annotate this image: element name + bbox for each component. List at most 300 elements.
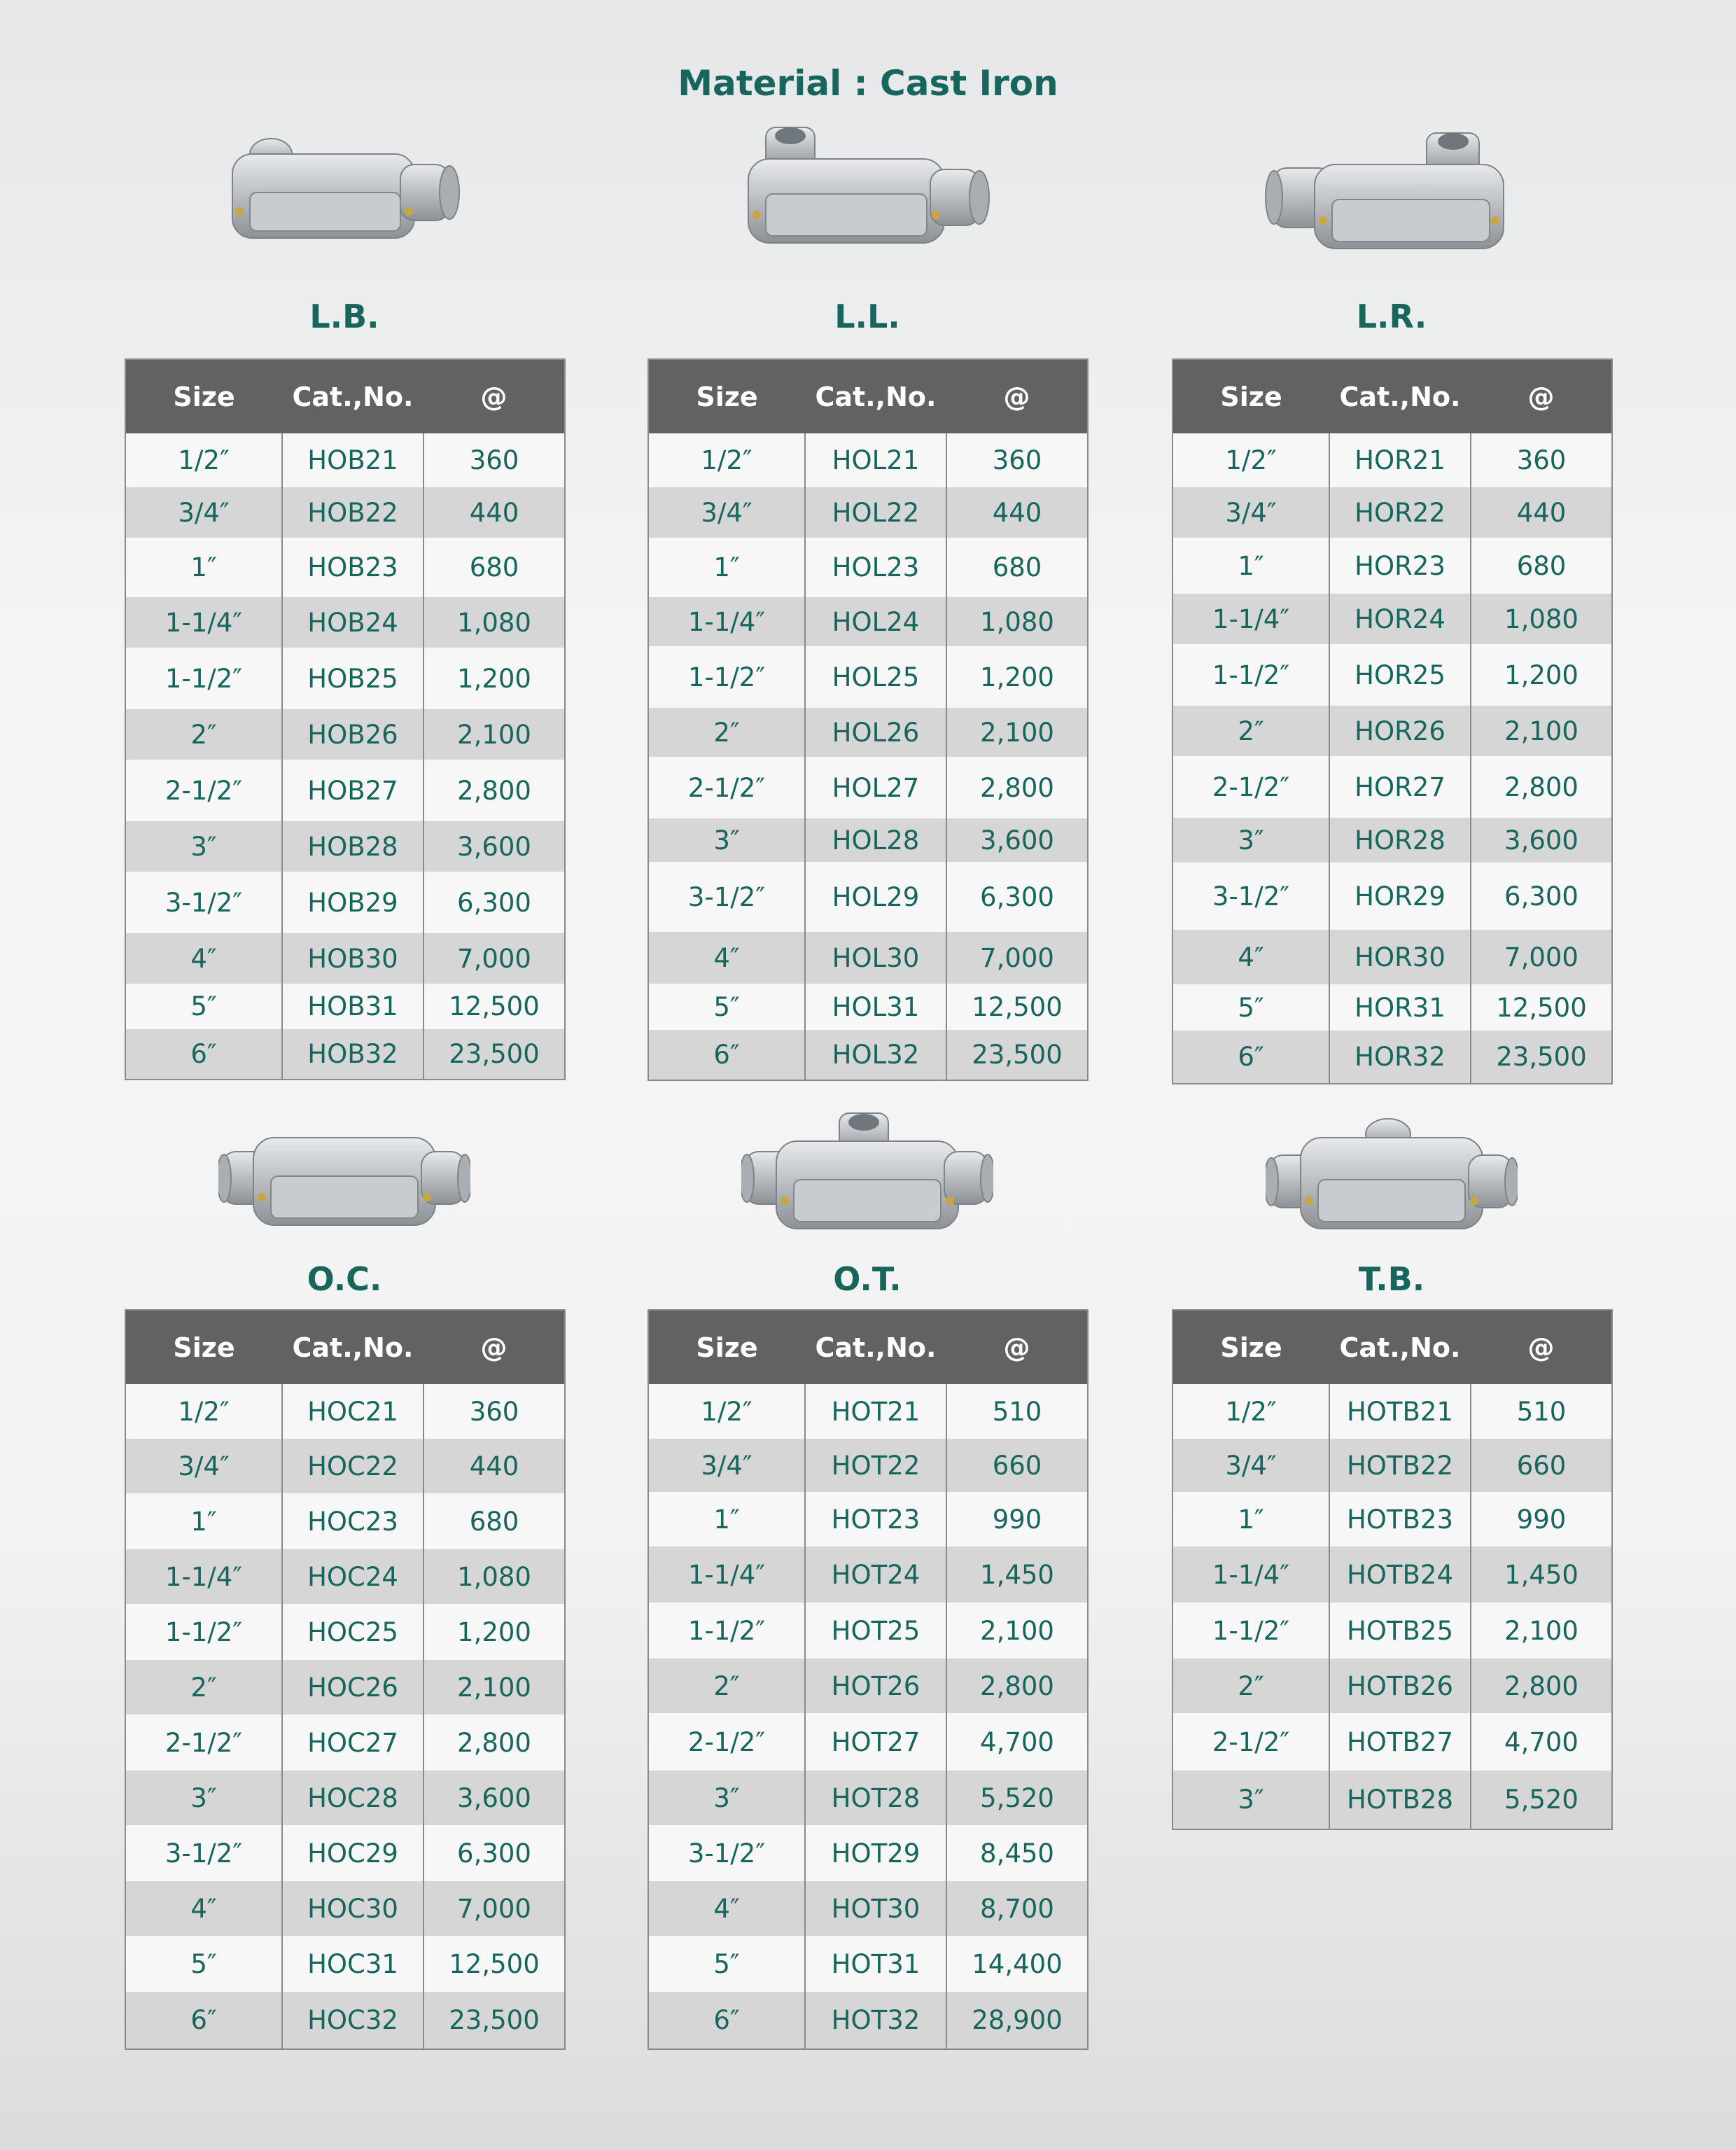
product-image-lb [125,126,564,266]
table-header [1172,359,1612,433]
price-cell: 23,500 [946,1030,1088,1080]
table-row [648,1547,1088,1603]
size-cell: 3-1/2″ [125,872,282,933]
price-table-oc [125,1309,566,2050]
table-row [648,538,1088,597]
price-cell: 1,080 [424,1549,565,1604]
cat-no-cell: HOB30 [282,933,424,984]
price-cell: 3,600 [1471,818,1612,863]
product-image-ot [648,1103,1087,1243]
cat-no-cell: HOT22 [805,1439,946,1492]
price-cell: 12,500 [424,1936,565,1992]
price-cell: 2,800 [946,1659,1088,1713]
size-cell: 1″ [1172,1492,1329,1547]
price-cell: 2,800 [1471,1659,1612,1713]
conduit-body-lr-icon [1259,126,1525,266]
column-header-cat-no: Cat.,No. [805,1310,946,1384]
product-image-lr [1172,126,1611,266]
size-cell: 1-1/4″ [1172,1547,1329,1603]
table-row [125,1439,565,1493]
column-header-cat-no: Cat.,No. [282,1310,424,1384]
price-cell: 1,200 [946,646,1088,708]
size-cell: 1/2″ [1172,1384,1329,1439]
table-row [125,933,565,984]
size-cell: 2-1/2″ [1172,1713,1329,1771]
table-row [1172,1771,1612,1829]
cat-no-cell: HOR31 [1329,984,1471,1031]
table-row [1172,1659,1612,1713]
size-cell: 3-1/2″ [648,1825,805,1881]
table-row [1172,863,1612,930]
cat-no-cell: HOR29 [1329,863,1471,930]
table-row [648,1030,1088,1080]
cat-no-cell: HOT25 [805,1603,946,1659]
column-header-price: @ [1471,1310,1612,1384]
cat-no-cell: HOT26 [805,1659,946,1713]
column-header-cat-no: Cat.,No. [805,359,946,433]
table-row [648,1992,1088,2049]
price-cell: 6,300 [946,862,1088,932]
size-cell: 2-1/2″ [648,757,805,818]
size-cell: 3/4″ [648,1439,805,1492]
size-cell: 3″ [648,1771,805,1825]
column-header-price: @ [946,359,1088,433]
table-row [648,757,1088,818]
table-row [1172,433,1612,487]
price-cell: 5,520 [946,1771,1088,1825]
cat-no-cell: HOC29 [282,1825,424,1881]
table-header [125,1310,565,1384]
cat-no-cell: HOL32 [805,1030,946,1080]
size-cell: 6″ [125,1029,282,1080]
table-row [125,872,565,933]
price-cell: 1,450 [946,1547,1088,1603]
cat-no-cell: HOT27 [805,1713,946,1771]
table-row [648,1384,1088,1439]
price-cell: 28,900 [946,1992,1088,2049]
size-cell: 4″ [1172,930,1329,984]
size-cell: 6″ [125,1992,282,2049]
size-cell: 1″ [125,538,282,597]
table-row [1172,1713,1612,1771]
size-cell: 1″ [125,1493,282,1549]
cat-no-cell: HOT29 [805,1825,946,1881]
cat-no-cell: HOTB21 [1329,1384,1471,1439]
price-cell: 1,080 [1471,594,1612,644]
column-header-cat-no: Cat.,No. [282,359,424,433]
price-cell: 2,800 [424,760,565,821]
price-cell: 2,100 [424,709,565,760]
table-row [125,1029,565,1080]
table-row [125,1493,565,1549]
size-cell: 1/2″ [1172,433,1329,487]
table-row [125,709,565,760]
cat-no-cell: HOB28 [282,821,424,872]
price-cell: 7,000 [424,1881,565,1936]
product-label-ll: L.L. [834,298,900,335]
cat-no-cell: HOTB28 [1329,1771,1471,1829]
table-row [648,1825,1088,1881]
price-cell: 12,500 [946,984,1088,1030]
size-cell: 1/2″ [648,1384,805,1439]
price-cell: 2,100 [946,1603,1088,1659]
table-row [1172,984,1612,1031]
cat-no-cell: HOC22 [282,1439,424,1493]
table-row [1172,487,1612,538]
table-row [648,1659,1088,1713]
cat-no-cell: HOT21 [805,1384,946,1439]
size-cell: 6″ [648,1992,805,2049]
cat-no-cell: HOL29 [805,862,946,932]
price-cell: 440 [1471,487,1612,538]
table-row [125,821,565,872]
cat-no-cell: HOT32 [805,1992,946,2049]
cat-no-cell: HOC25 [282,1604,424,1660]
cat-no-cell: HOB25 [282,648,424,709]
price-cell: 23,500 [1471,1031,1612,1084]
price-cell: 23,500 [424,1992,565,2049]
cat-no-cell: HOR24 [1329,594,1471,644]
product-label-ot: O.T. [833,1260,902,1298]
cat-no-cell: HOC23 [282,1493,424,1549]
size-cell: 1-1/2″ [648,1603,805,1659]
column-header-price: @ [424,359,565,433]
price-cell: 2,100 [946,708,1088,757]
table-row [125,487,565,538]
table-row [125,648,565,709]
cat-no-cell: HOB21 [282,433,424,487]
size-cell: 1-1/2″ [648,646,805,708]
price-cell: 360 [1471,433,1612,487]
size-cell: 5″ [125,984,282,1029]
table-row [125,1384,565,1439]
table-row [125,760,565,821]
size-cell: 2″ [1172,1659,1329,1713]
price-cell: 1,080 [946,597,1088,646]
product-label-oc: O.C. [307,1260,382,1298]
page-title: Material : Cast Iron [678,63,1058,104]
table-row [125,538,565,597]
price-cell: 2,100 [424,1660,565,1715]
cat-no-cell: HOC28 [282,1771,424,1825]
cat-no-cell: HOB31 [282,984,424,1029]
size-cell: 3″ [125,821,282,872]
cat-no-cell: HOL27 [805,757,946,818]
cat-no-cell: HOT31 [805,1936,946,1992]
size-cell: 3/4″ [648,487,805,538]
size-cell: 2″ [125,709,282,760]
size-cell: 3/4″ [1172,1439,1329,1492]
conduit-body-ot-icon [741,1103,993,1243]
price-cell: 3,600 [424,1771,565,1825]
table-row [1172,594,1612,644]
table-row [1172,706,1612,756]
column-header-size: Size [648,359,805,433]
table-row [648,646,1088,708]
cat-no-cell: HOL28 [805,818,946,862]
price-cell: 7,000 [424,933,565,984]
price-cell: 510 [1471,1384,1612,1439]
product-image-tb [1172,1110,1611,1250]
price-table-lr [1172,358,1613,1084]
size-cell: 1″ [648,538,805,597]
table-row [1172,1603,1612,1659]
size-cell: 2″ [648,708,805,757]
cat-no-cell: HOL30 [805,932,946,984]
price-cell: 1,450 [1471,1547,1612,1603]
cat-no-cell: HOL26 [805,708,946,757]
table-row [1172,818,1612,863]
product-label-tb: T.B. [1358,1260,1425,1298]
table-row [1172,1547,1612,1603]
size-cell: 1″ [1172,538,1329,594]
table-row [648,1439,1088,1492]
table-row [648,1936,1088,1992]
table-header [125,359,565,433]
size-cell: 6″ [648,1030,805,1080]
conduit-body-tb-icon [1266,1110,1518,1243]
column-header-size: Size [1172,1310,1329,1384]
price-cell: 1,200 [1471,644,1612,706]
size-cell: 3-1/2″ [1172,863,1329,930]
table-row [1172,538,1612,594]
price-cell: 8,700 [946,1881,1088,1936]
price-cell: 510 [946,1384,1088,1439]
price-cell: 6,300 [424,872,565,933]
size-cell: 1-1/2″ [1172,644,1329,706]
table-row [125,597,565,648]
price-cell: 2,100 [1471,706,1612,756]
table-header [1172,1310,1612,1384]
cat-no-cell: HOT23 [805,1492,946,1547]
cat-no-cell: HOC26 [282,1660,424,1715]
price-cell: 4,700 [946,1713,1088,1771]
cat-no-cell: HOB27 [282,760,424,821]
price-cell: 14,400 [946,1936,1088,1992]
price-cell: 990 [946,1492,1088,1547]
size-cell: 3″ [1172,818,1329,863]
table-row [648,862,1088,932]
price-cell: 4,700 [1471,1713,1612,1771]
price-cell: 2,800 [946,757,1088,818]
size-cell: 3-1/2″ [648,862,805,932]
cat-no-cell: HOC30 [282,1881,424,1936]
price-cell: 5,520 [1471,1771,1612,1829]
price-cell: 680 [424,1493,565,1549]
size-cell: 1-1/4″ [1172,594,1329,644]
size-cell: 1/2″ [125,1384,282,1439]
size-cell: 6″ [1172,1031,1329,1084]
table-row [125,984,565,1029]
table-row [125,1881,565,1936]
cat-no-cell: HOB32 [282,1029,424,1080]
price-cell: 2,800 [1471,756,1612,818]
size-cell: 1-1/2″ [125,648,282,709]
table-row [125,1660,565,1715]
conduit-body-lb-icon [211,126,477,259]
table-row [648,1713,1088,1771]
cat-no-cell: HOB29 [282,872,424,933]
size-cell: 5″ [648,1936,805,1992]
cat-no-cell: HOTB22 [1329,1439,1471,1492]
table-row [1172,644,1612,706]
cat-no-cell: HOT30 [805,1881,946,1936]
table-row [1172,1492,1612,1547]
price-cell: 12,500 [424,984,565,1029]
size-cell: 3/4″ [125,1439,282,1493]
cat-no-cell: HOC31 [282,1936,424,1992]
size-cell: 3/4″ [1172,487,1329,538]
price-cell: 360 [424,433,565,487]
size-cell: 3-1/2″ [125,1825,282,1881]
table-row [125,433,565,487]
table-row [1172,756,1612,818]
product-label-lb: L.B. [309,298,379,335]
cat-no-cell: HOR25 [1329,644,1471,706]
size-cell: 1/2″ [125,433,282,487]
size-cell: 1-1/2″ [125,1604,282,1660]
table-row [1172,1439,1612,1492]
cat-no-cell: HOR22 [1329,487,1471,538]
size-cell: 2″ [648,1659,805,1713]
cat-no-cell: HOTB24 [1329,1547,1471,1603]
cat-no-cell: HOL22 [805,487,946,538]
cat-no-cell: HOL24 [805,597,946,646]
size-cell: 2-1/2″ [125,1715,282,1771]
table-row [648,708,1088,757]
cat-no-cell: HOT24 [805,1547,946,1603]
cat-no-cell: HOTB23 [1329,1492,1471,1547]
price-cell: 8,450 [946,1825,1088,1881]
table-row [648,984,1088,1030]
table-row [125,1715,565,1771]
cat-no-cell: HOL31 [805,984,946,1030]
table-row [648,1771,1088,1825]
column-header-size: Size [125,359,282,433]
table-row [125,1936,565,1992]
cat-no-cell: HOR21 [1329,433,1471,487]
price-cell: 660 [946,1439,1088,1492]
price-cell: 12,500 [1471,984,1612,1031]
price-cell: 360 [946,433,1088,487]
size-cell: 2-1/2″ [125,760,282,821]
size-cell: 3/4″ [125,487,282,538]
size-cell: 3″ [125,1771,282,1825]
price-cell: 680 [1471,538,1612,594]
table-row [125,1549,565,1604]
cat-no-cell: HOR32 [1329,1031,1471,1084]
price-cell: 3,600 [424,821,565,872]
table-row [648,433,1088,487]
size-cell: 5″ [648,984,805,1030]
cat-no-cell: HOL21 [805,433,946,487]
table-row [648,597,1088,646]
price-table-lb [125,358,566,1080]
price-cell: 680 [424,538,565,597]
cat-no-cell: HOC32 [282,1992,424,2049]
cat-no-cell: HOC27 [282,1715,424,1771]
size-cell: 1″ [648,1492,805,1547]
column-header-size: Size [648,1310,805,1384]
price-cell: 7,000 [946,932,1088,984]
price-cell: 660 [1471,1439,1612,1492]
size-cell: 1-1/4″ [125,597,282,648]
cat-no-cell: HOR28 [1329,818,1471,863]
column-header-price: @ [1471,359,1612,433]
price-cell: 990 [1471,1492,1612,1547]
table-header [648,1310,1088,1384]
column-header-size: Size [125,1310,282,1384]
table-row [648,818,1088,862]
table-row [125,1825,565,1881]
price-cell: 360 [424,1384,565,1439]
price-cell: 2,100 [1471,1603,1612,1659]
price-cell: 680 [946,538,1088,597]
size-cell: 2-1/2″ [648,1713,805,1771]
column-header-cat-no: Cat.,No. [1329,1310,1471,1384]
size-cell: 4″ [648,1881,805,1936]
size-cell: 3″ [1172,1771,1329,1829]
cat-no-cell: HOTB25 [1329,1603,1471,1659]
price-cell: 1,080 [424,597,565,648]
table-row [125,1604,565,1660]
table-row [1172,1384,1612,1439]
conduit-body-oc-icon [218,1124,470,1243]
size-cell: 5″ [1172,984,1329,1031]
price-cell: 440 [946,487,1088,538]
table-row [648,487,1088,538]
size-cell: 1-1/4″ [648,597,805,646]
price-table-ot [648,1309,1088,2050]
price-cell: 6,300 [424,1825,565,1881]
column-header-price: @ [946,1310,1088,1384]
price-cell: 6,300 [1471,863,1612,930]
size-cell: 4″ [648,932,805,984]
table-row [648,1881,1088,1936]
size-cell: 2″ [1172,706,1329,756]
table-row [125,1992,565,2049]
table-row [648,932,1088,984]
size-cell: 1-1/2″ [1172,1603,1329,1659]
table-row [648,1492,1088,1547]
price-cell: 1,200 [424,1604,565,1660]
price-cell: 23,500 [424,1029,565,1080]
price-cell: 440 [424,1439,565,1493]
cat-no-cell: HOC21 [282,1384,424,1439]
conduit-body-ll-icon [734,120,1000,260]
cat-no-cell: HOTB26 [1329,1659,1471,1713]
cat-no-cell: HOR26 [1329,706,1471,756]
product-label-lr: L.R. [1356,298,1427,335]
product-image-ll [648,120,1087,260]
table-row [1172,1031,1612,1084]
price-cell: 440 [424,487,565,538]
cat-no-cell: HOL23 [805,538,946,597]
cat-no-cell: HOR27 [1329,756,1471,818]
size-cell: 1-1/4″ [125,1549,282,1604]
price-table-tb [1172,1309,1613,1830]
price-cell: 2,800 [424,1715,565,1771]
cat-no-cell: HOB22 [282,487,424,538]
price-table-ll [648,358,1088,1081]
size-cell: 4″ [125,1881,282,1936]
size-cell: 5″ [125,1936,282,1992]
column-header-cat-no: Cat.,No. [1329,359,1471,433]
cat-no-cell: HOTB27 [1329,1713,1471,1771]
cat-no-cell: HOB24 [282,597,424,648]
table-header [648,359,1088,433]
price-cell: 3,600 [946,818,1088,862]
